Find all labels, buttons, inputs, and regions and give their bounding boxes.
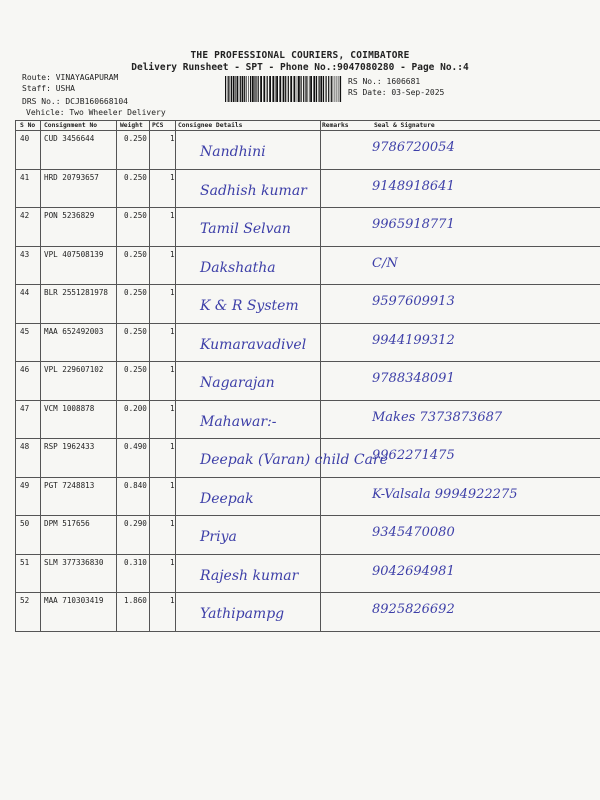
row-weight: 0.310 bbox=[124, 557, 147, 567]
row-seal-handwritten: Makes 7373873687 bbox=[372, 409, 503, 425]
row-consignee-handwritten: Dakshatha bbox=[200, 259, 276, 276]
row-seal-handwritten: 9965918771 bbox=[372, 217, 455, 232]
row-divider bbox=[15, 169, 600, 170]
row-weight: 0.250 bbox=[124, 326, 147, 336]
row-weight: 0.250 bbox=[124, 249, 147, 259]
row-sno: 46 bbox=[20, 365, 30, 374]
column-divider bbox=[320, 120, 321, 631]
row-pcs: 1 bbox=[170, 442, 175, 451]
row-sno: 42 bbox=[20, 211, 30, 220]
row-seal-handwritten: 9345470080 bbox=[372, 525, 455, 540]
row-consignee-handwritten: Kumaravadivel bbox=[200, 336, 307, 353]
row-consignment-no: CUD 3456644 bbox=[44, 134, 95, 143]
row-consignment-no: DPM 517656 bbox=[44, 519, 90, 528]
row-weight: 0.200 bbox=[124, 403, 147, 413]
runsheet-subtitle: Delivery Runsheet - SPT - Phone No.:9047080280 - Page No.:4 bbox=[131, 62, 469, 73]
row-weight: 0.250 bbox=[124, 211, 147, 220]
row-pcs: 1 bbox=[170, 596, 175, 605]
row-consignment-no: HRD 20793657 bbox=[44, 172, 99, 182]
row-sno: 44 bbox=[20, 288, 30, 297]
row-pcs: 1 bbox=[170, 480, 175, 490]
row-seal-handwritten: 9962271475 bbox=[372, 448, 455, 463]
row-divider bbox=[15, 554, 600, 555]
row-sno: 48 bbox=[20, 442, 30, 451]
rs-date: RS Date: 03-Sep-2025 bbox=[348, 88, 445, 97]
row-consignment-no: VPL 407508139 bbox=[44, 249, 104, 259]
column-divider bbox=[40, 120, 41, 631]
table-top-border bbox=[15, 120, 600, 121]
row-seal-handwritten: 9042694981 bbox=[372, 563, 455, 579]
column-divider bbox=[116, 120, 117, 631]
row-consignment-no: PON 5236829 bbox=[44, 211, 95, 220]
row-consignment-no: PGT 7248813 bbox=[44, 480, 95, 490]
row-weight: 0.250 bbox=[124, 288, 147, 297]
row-pcs: 1 bbox=[170, 519, 175, 528]
row-sno: 49 bbox=[20, 480, 30, 490]
row-divider bbox=[15, 246, 600, 247]
staff-label: Staff: USHA bbox=[22, 84, 75, 93]
row-divider bbox=[15, 477, 600, 478]
drs-label: DRS No.: DCJB160668104 bbox=[22, 97, 128, 106]
row-pcs: 1 bbox=[170, 403, 175, 413]
col-remarks: Remarks bbox=[322, 122, 349, 129]
row-pcs: 1 bbox=[170, 326, 175, 336]
row-consignee-handwritten: Yathipampg bbox=[200, 606, 285, 622]
row-divider bbox=[15, 592, 600, 593]
row-divider bbox=[15, 515, 600, 516]
row-consignee-handwritten: Rajesh kumar bbox=[200, 567, 299, 584]
row-sno: 43 bbox=[20, 249, 30, 259]
row-weight: 0.290 bbox=[124, 519, 147, 528]
row-weight: 0.250 bbox=[124, 365, 147, 374]
row-pcs: 1 bbox=[170, 172, 175, 182]
row-consignee-handwritten: Nagarajan bbox=[200, 375, 275, 391]
row-seal-handwritten: 9597609913 bbox=[372, 294, 455, 309]
row-consignee-handwritten: Nandhini bbox=[200, 144, 266, 160]
row-weight: 0.250 bbox=[124, 172, 147, 182]
row-consignment-no: RSP 1962433 bbox=[44, 442, 95, 451]
col-pcs: PCS bbox=[152, 122, 164, 129]
row-sno: 47 bbox=[20, 403, 30, 413]
row-seal-handwritten: 9944199312 bbox=[372, 332, 455, 348]
row-consignee-handwritten: Tamil Selvan bbox=[200, 221, 291, 237]
col-sno: S No bbox=[20, 122, 36, 129]
row-divider bbox=[15, 361, 600, 362]
row-pcs: 1 bbox=[170, 288, 175, 297]
col-consignment: Consignment No bbox=[44, 122, 98, 129]
row-sno: 50 bbox=[20, 519, 30, 528]
row-seal-handwritten: K-Valsala 9994922275 bbox=[372, 486, 518, 502]
row-seal-handwritten: 9786720054 bbox=[372, 140, 455, 155]
row-divider bbox=[15, 323, 600, 324]
row-consignee-handwritten: Mahawar:- bbox=[200, 413, 277, 430]
row-weight: 1.860 bbox=[124, 596, 147, 605]
row-pcs: 1 bbox=[170, 211, 175, 220]
row-divider bbox=[15, 631, 600, 632]
company-title: THE PROFESSIONAL COURIERS, COIMBATORE bbox=[190, 50, 410, 61]
row-divider bbox=[15, 207, 600, 208]
row-consignment-no: VPL 229607102 bbox=[44, 365, 104, 374]
column-divider bbox=[15, 120, 16, 631]
row-weight: 0.250 bbox=[124, 134, 147, 143]
row-sno: 51 bbox=[20, 557, 30, 567]
row-consignee-handwritten: K & R System bbox=[200, 298, 299, 314]
col-seal: Seal & Signature bbox=[374, 122, 435, 129]
row-seal-handwritten: 9788348091 bbox=[372, 371, 455, 386]
row-consignment-no: MAA 652492003 bbox=[44, 326, 104, 336]
row-pcs: 1 bbox=[170, 365, 175, 374]
row-consignment-no: SLM 377336830 bbox=[44, 557, 104, 567]
row-pcs: 1 bbox=[170, 557, 175, 567]
row-seal-handwritten: 9148918641 bbox=[372, 178, 455, 194]
barcode-image bbox=[225, 76, 343, 102]
row-consignee-handwritten: Priya bbox=[200, 529, 237, 545]
row-consignee-handwritten: Deepak bbox=[200, 490, 254, 507]
row-pcs: 1 bbox=[170, 249, 175, 259]
row-weight: 0.490 bbox=[124, 442, 147, 451]
row-divider bbox=[15, 284, 600, 285]
row-divider bbox=[15, 438, 600, 439]
row-consignee-handwritten: Sadhish kumar bbox=[200, 182, 307, 199]
col-weight: Weight bbox=[120, 122, 143, 129]
row-sno: 52 bbox=[20, 596, 30, 605]
row-consignment-no: VCM 1008878 bbox=[44, 403, 95, 413]
row-pcs: 1 bbox=[170, 134, 175, 143]
row-sno: 41 bbox=[20, 172, 30, 182]
row-seal-handwritten: 8925826692 bbox=[372, 602, 455, 617]
row-consignment-no: BLR 2551281978 bbox=[44, 288, 109, 297]
route-label: Route: VINAYAGAPURAM bbox=[22, 73, 119, 82]
rs-number: RS No.: 1606681 bbox=[348, 77, 421, 86]
vehicle-label: Vehicle: Two Wheeler Delivery bbox=[26, 108, 166, 117]
row-sno: 45 bbox=[20, 326, 30, 336]
column-divider bbox=[149, 120, 150, 631]
row-seal-handwritten: C/N bbox=[372, 255, 398, 271]
row-consignment-no: MAA 710303419 bbox=[44, 596, 104, 605]
row-weight: 0.840 bbox=[124, 480, 147, 490]
col-consignee: Consignee Details bbox=[178, 122, 243, 129]
row-divider bbox=[15, 130, 600, 131]
row-sno: 40 bbox=[20, 134, 30, 143]
row-divider bbox=[15, 400, 600, 401]
column-divider bbox=[175, 120, 176, 631]
row-consignee-handwritten: Deepak (Varan) child Care bbox=[200, 452, 388, 468]
